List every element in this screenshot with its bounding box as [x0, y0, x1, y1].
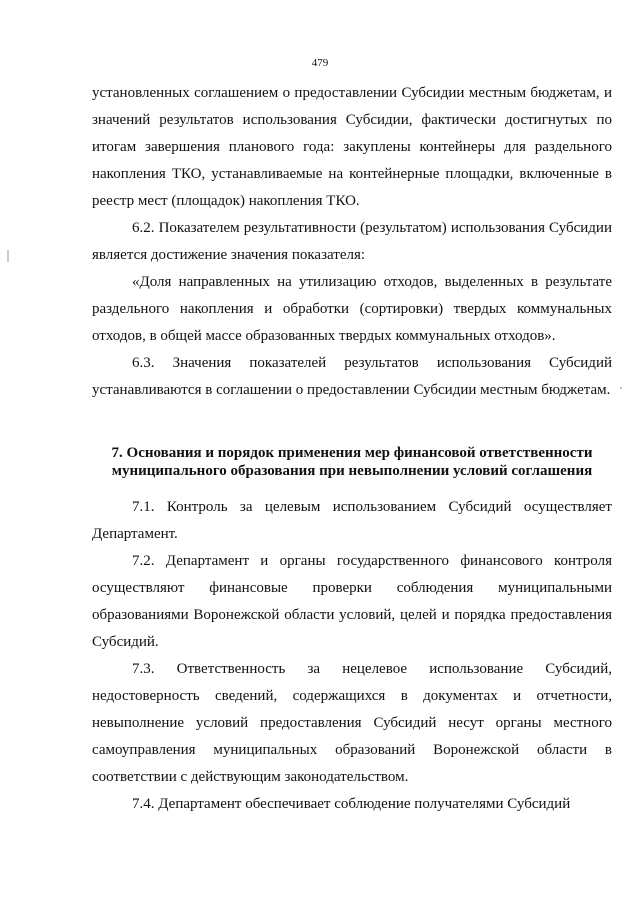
- indicator-quote: «Доля направленных на утилизацию отходов, выделенных в результате раздельного накопления и обработки (сортировки) твердых коммунальных отходов, в общей массе образованных твердых коммунальных отходов».: [92, 274, 612, 344]
- paragraph-6-2: 6.2. Показателем результативности (результатом) использования Субсидии является достижение значения показателя:: [92, 220, 612, 263]
- paragraph-7-1: 7.1. Контроль за целевым использованием Субсидий осуществляет Департамент.: [92, 499, 612, 542]
- paragraph-7-2: 7.2. Департамент и органы государственного финансового контроля осуществляют финансовые проверки соблюдения муниципальными образованиями Воронежской области условий, целей и порядка предоставления Субсидий.: [92, 553, 612, 650]
- scan-dot: [620, 387, 622, 389]
- section-7-title: 7. Основания и порядок применения мер финансовой ответственности муниципального образования при невыполнении условий соглашения: [111, 445, 593, 479]
- paragraph-continuation: установленных соглашением о предоставлении Субсидии местным бюджетам, и значений результатов использования Субсидии, фактически достигнутых по итогам завершения планового года: закуплены контейнеры для раздельного накопления ТКО, устанавливаемые на контейнерные площадки, включенные в реестр мест (площадок) накопления ТКО.: [92, 85, 612, 209]
- page-number: 479: [311, 57, 329, 69]
- document-body: [92, 80, 612, 818]
- paragraph-7-3: 7.3. Ответственность за нецелевое использование Субсидий, недостоверность сведений, содержащихся в документах и отчетности, невыполнение условий предоставления Субсидий несут органы местного самоуправления муниципальных образований Воронежской области в соответствии с действующим законодательством.: [92, 661, 612, 785]
- paragraph-7-4: 7.4. Департамент обеспечивает соблюдение получателями Субсидий: [132, 796, 571, 812]
- paragraph-6-3: 6.3. Значения показателей результатов использования Субсидий устанавливаются в соглашении о предоставлении Субсидии местным бюджетам.: [92, 355, 612, 398]
